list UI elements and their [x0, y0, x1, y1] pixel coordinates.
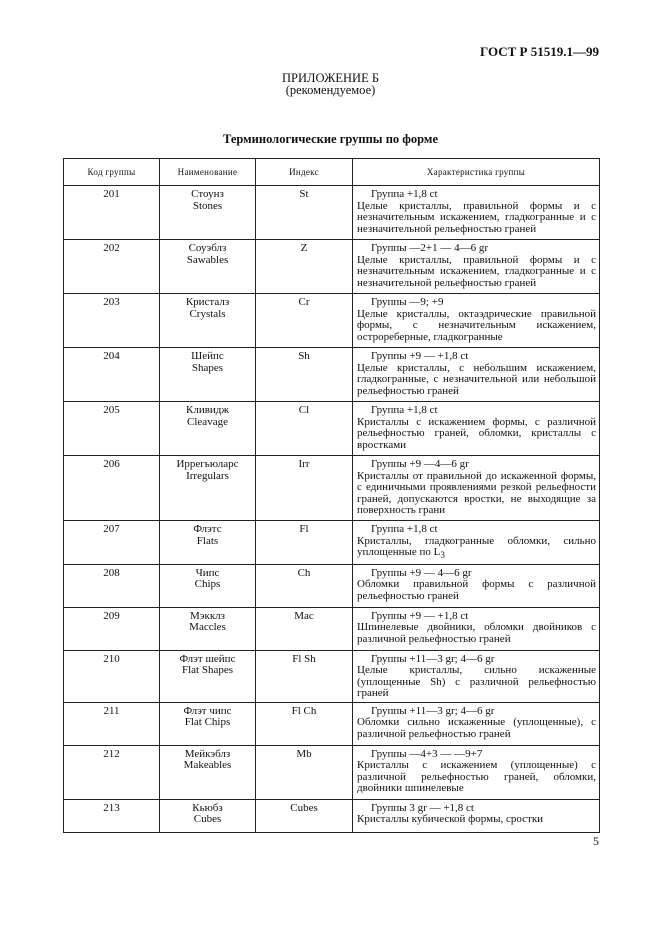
size-group: Группы +9 —4—6 gr [371, 458, 469, 470]
characteristic-text: Обломки правильной формы с различной рельефностью граней [357, 578, 596, 602]
group-characteristic [353, 348, 600, 402]
group-index: Cr [256, 294, 353, 348]
group-name-cell [160, 186, 256, 240]
group-code: 202 [64, 240, 160, 294]
group-name-ru: Соуэблз [188, 242, 227, 254]
appendix-subtitle: (рекомендуемое) [285, 83, 376, 97]
group-index: Fl [256, 521, 353, 565]
group-characteristic [353, 650, 600, 702]
characteristic-text: Кристаллы кубической формы, сростки [357, 813, 544, 826]
size-group: Группы +9 — +1,8 ct [371, 350, 469, 362]
document-id: ГОСТ Р 51519.1—99 [480, 44, 599, 59]
size-group: Группы +11—3 gr; 4—6 gr [371, 704, 495, 717]
group-characteristic [353, 799, 600, 832]
group-characteristic [353, 186, 600, 240]
characteristic-text: Целые кристаллы, правильной формы и с незначительным искажением, гладкогранные и с незначительной рельефностью граней [357, 199, 596, 235]
group-index: Mb [256, 745, 353, 799]
group-index: Z [256, 240, 353, 294]
group-name-cell [160, 521, 256, 565]
group-index: Cubes [256, 799, 353, 832]
group-name-ru: Шейпс [191, 350, 224, 362]
table-row [64, 799, 600, 832]
group-code: 210 [64, 650, 160, 702]
group-name-ru: Кьюбз [192, 801, 223, 814]
table-header-row [64, 159, 600, 186]
group-index: Mac [256, 607, 353, 650]
group-characteristic [353, 702, 600, 745]
group-name-en: Crystals [189, 307, 226, 320]
group-name-cell [160, 402, 256, 456]
group-name-ru: Иррегьюларс [176, 458, 239, 470]
group-name-ru: Флэт шейпс [179, 652, 236, 665]
group-name-ru: Мэкклз [189, 609, 226, 622]
group-name-en: Cubes [193, 813, 222, 826]
group-index: Irr [256, 456, 353, 521]
table-body [64, 186, 600, 833]
group-code: 201 [64, 186, 160, 240]
appendix-title: ПРИЛОЖЕНИЕ Б [281, 71, 380, 85]
table-row [64, 348, 600, 402]
group-name-cell [160, 294, 256, 348]
characteristic-text: Целые кристаллы, с небольшим искажением, гладкогранные, с незначительной или небольшой рельефностью граней [357, 361, 596, 397]
group-code: 213 [64, 799, 160, 832]
group-code: 209 [64, 607, 160, 650]
characteristic-text: Целые кристаллы, сильно искаженные (уплощенные Sh) с различной рельефностью граней [357, 664, 596, 700]
group-code: 208 [64, 564, 160, 607]
group-name-en: Flat Chips [184, 716, 231, 729]
column-header-index: Индекс [256, 159, 353, 186]
size-group: Группы —2+1 — 4—6 gr [371, 242, 489, 254]
group-index: Sh [256, 348, 353, 402]
group-code: 212 [64, 745, 160, 799]
size-group: Группы 3 gr — +1,8 ct [371, 801, 474, 814]
group-characteristic [353, 607, 600, 650]
size-group: Группы —4+3 — —9+7 [371, 747, 483, 760]
group-name-cell [160, 348, 256, 402]
characteristic-text: Целые кристаллы, правильной формы и с незначительным искажением, гладкогранные и с незначительной рельефностью граней [357, 253, 596, 289]
group-name-ru: Флэтс [193, 523, 222, 535]
group-name-en: Sawables [186, 253, 229, 266]
group-name-ru: Кристалз [185, 296, 230, 308]
appendix-heading [0, 72, 661, 96]
group-name-en: Maccles [189, 621, 226, 634]
characteristic-text: Кристаллы, гладкогранные обломки, сильно уплощенные по L [357, 534, 596, 558]
table-row [64, 702, 600, 745]
size-group: Группа +1,8 ct [371, 404, 438, 416]
group-name-en: Flat Shapes [181, 664, 234, 677]
table-row [64, 607, 600, 650]
table-row [64, 240, 600, 294]
group-name-ru: Мейкэблз [184, 747, 231, 760]
size-group: Группы +9 — 4—6 gr [371, 566, 472, 579]
column-header-name: Наименование [160, 159, 256, 186]
table-row [64, 456, 600, 521]
group-index: Ch [256, 564, 353, 607]
group-characteristic [353, 240, 600, 294]
group-characteristic [353, 745, 600, 799]
table-row [64, 564, 600, 607]
group-name-cell [160, 607, 256, 650]
characteristic-text: Шпинелевые двойники, обломки двойников с различной рельефностью граней [357, 621, 596, 645]
group-name-ru: Кливидж [186, 404, 229, 416]
group-characteristic [353, 402, 600, 456]
table-row [64, 186, 600, 240]
group-code: 204 [64, 348, 160, 402]
group-name-en: Shapes [191, 361, 224, 374]
characteristic-text: Кристаллы с искажением формы, с различной рельефностью граней, обломки, кристаллы с вростками [357, 415, 596, 451]
group-name-en: Makeables [183, 759, 232, 772]
group-name-en: Stones [192, 199, 223, 212]
table-row [64, 402, 600, 456]
group-code: 203 [64, 294, 160, 348]
section-title: Терминологические группы по форме [223, 132, 438, 146]
page-number: 5 [593, 834, 599, 848]
characteristic-text: Кристаллы с искажением (уплощенные) с различной рельефностью граней, обломки, двойники шпинелевые [357, 759, 596, 795]
subscript: 3 [440, 550, 445, 561]
group-index: Fl Ch [256, 702, 353, 745]
terminology-table [63, 158, 600, 833]
table-row [64, 294, 600, 348]
size-group: Группы +11—3 gr; 4—6 gr [371, 652, 495, 665]
group-name-en: Chips [194, 578, 221, 591]
group-characteristic [353, 521, 600, 565]
group-index: Cl [256, 402, 353, 456]
characteristic-text: Кристаллы от правильной до искаженной формы, с единичными проявлениями резкой рельефности граней, допускаются вростки, не выходящие за поверхность грани [357, 469, 596, 516]
table-row [64, 650, 600, 702]
column-header-characteristic: Характеристика группы [353, 159, 600, 186]
group-characteristic [353, 564, 600, 607]
group-name-cell [160, 564, 256, 607]
characteristic-text: Целые кристаллы, октаэдрические правильной формы, с незначительным искажением, острореберные, гладкогранные [357, 307, 596, 343]
table-row [64, 745, 600, 799]
group-name-ru: Стоунз [191, 188, 224, 200]
group-code: 205 [64, 402, 160, 456]
group-code: 207 [64, 521, 160, 565]
group-name-cell [160, 456, 256, 521]
group-name-cell [160, 745, 256, 799]
group-name-cell [160, 799, 256, 832]
group-code: 211 [64, 702, 160, 745]
group-name-ru: Чипс [195, 566, 220, 579]
group-index: Fl Sh [256, 650, 353, 702]
size-group: Группы +9 — +1,8 ct [371, 609, 469, 622]
group-index: St [256, 186, 353, 240]
column-header-code: Код группы [64, 159, 160, 186]
group-name-en: Cleavage [187, 415, 228, 428]
size-group: Группы —9; +9 [371, 296, 444, 308]
group-name-cell [160, 650, 256, 702]
size-group: Группа +1,8 ct [371, 188, 438, 200]
group-code: 206 [64, 456, 160, 521]
group-characteristic [353, 294, 600, 348]
group-name-ru: Флэт чипс [183, 704, 232, 717]
group-name-en: Irregulars [186, 469, 229, 482]
group-name-en: Flats [196, 534, 219, 547]
size-group: Группа +1,8 ct [371, 523, 438, 535]
group-characteristic [353, 456, 600, 521]
table-row [64, 521, 600, 565]
group-name-cell [160, 702, 256, 745]
characteristic-text: Обломки сильно искаженные (уплощенные), с различной рельефностью граней [357, 716, 596, 740]
group-name-cell [160, 240, 256, 294]
